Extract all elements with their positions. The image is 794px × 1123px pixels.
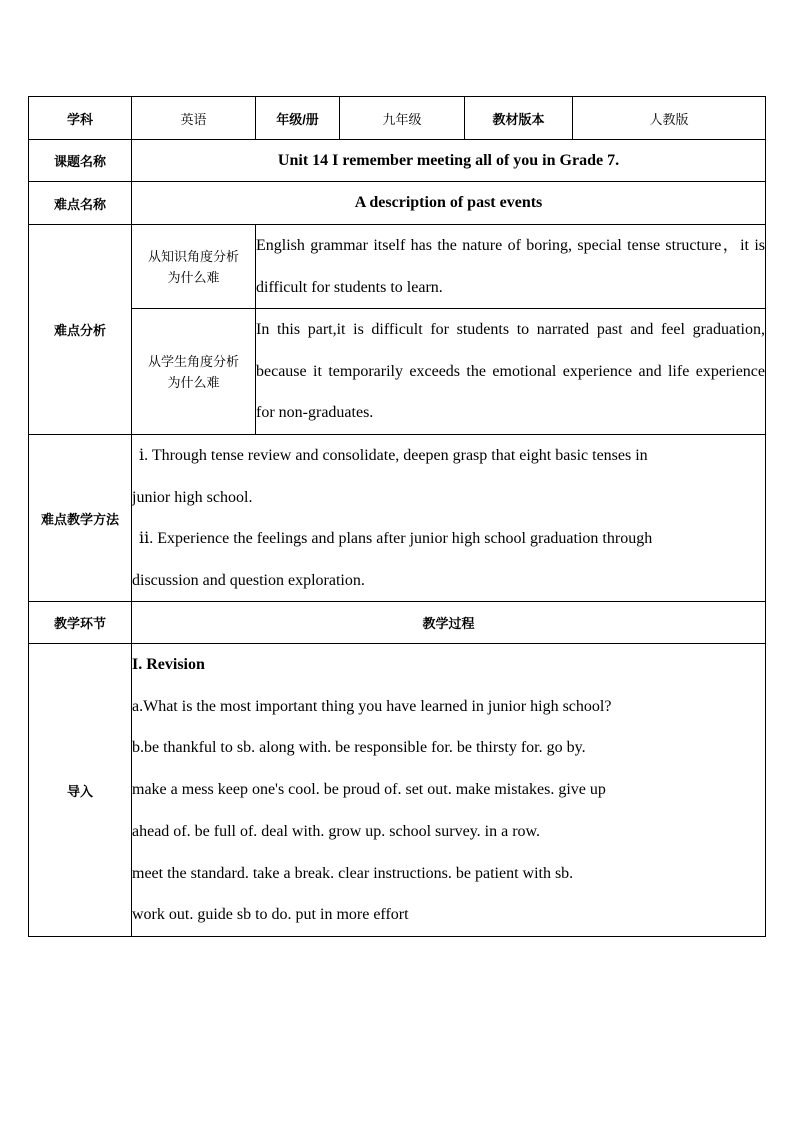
difficulty-value: A description of past events (132, 182, 766, 225)
knowledge-angle-text (256, 225, 766, 309)
method-content (132, 435, 766, 602)
header-row (29, 97, 766, 140)
method-item-1: ⅰ. Through tense review and consolidate, deepen grasp that eight basic tenses in (139, 447, 648, 464)
textbook-value: 人教版 (573, 97, 766, 140)
topic-row (29, 140, 766, 182)
knowledge-angle-label-line1: 从知识角度分析 (147, 248, 239, 264)
student-angle-text (256, 309, 766, 435)
intro-content (132, 644, 766, 937)
knowledge-angle-label-line2: 为什么难 (167, 269, 220, 285)
grade-value: 九年级 (340, 97, 465, 140)
method-item-2-cont: discussion and question exploration. (132, 571, 365, 589)
revision-line: meet the standard. take a break. clear instructions. be patient with sb. (132, 864, 574, 882)
stage-label: 教学环节 (29, 602, 132, 644)
revision-heading: I. Revision (132, 656, 205, 674)
subject-value: 英语 (132, 97, 256, 140)
analysis-student-row (29, 309, 766, 435)
process-label: 教学过程 (132, 602, 766, 644)
knowledge-angle-paragraph: English grammar itself has the nature of boring, special tense structure，it is difficult for students to learn. (256, 237, 765, 296)
difficulty-row (29, 182, 766, 225)
intro-row (29, 644, 766, 937)
analysis-knowledge-row (29, 225, 766, 309)
textbook-label: 教材版本 (465, 97, 573, 140)
topic-label: 课题名称 (29, 140, 132, 182)
student-angle-label-line1: 从学生角度分析 (147, 353, 239, 369)
revision-line: make a mess keep one's cool. be proud of. set out. make mistakes. give up (132, 781, 606, 799)
topic-value: Unit 14 I remember meeting all of you in Grade 7. (132, 140, 766, 182)
method-item-1-cont: junior high school. (132, 488, 253, 506)
student-angle-label-line2: 为什么难 (167, 374, 220, 390)
method-item-2: ⅱ. Experience the feelings and plans after junior high school graduation through (139, 530, 653, 547)
student-angle-paragraph: In this part,it is difficult for students to narrated past and feel graduation, because it temporarily exceeds the emotional experience and life experience for non-graduates. (256, 321, 765, 422)
analysis-label: 难点分析 (29, 225, 132, 435)
grade-label: 年级/册 (256, 97, 340, 140)
revision-line: b.be thankful to sb. along with. be responsible for. be thirsty for. go by. (132, 739, 586, 757)
subject-label: 学科 (29, 97, 132, 140)
process-header-row (29, 602, 766, 644)
student-angle-label (132, 309, 256, 435)
difficulty-label: 难点名称 (29, 182, 132, 225)
method-label: 难点教学方法 (29, 435, 132, 602)
revision-line: a.What is the most important thing you have learned in junior high school? (132, 697, 612, 715)
lesson-plan-table (28, 96, 766, 937)
knowledge-angle-label (132, 225, 256, 309)
revision-line: work out. guide sb to do. put in more effort (132, 906, 409, 924)
revision-line: ahead of. be full of. deal with. grow up. school survey. in a row. (132, 822, 541, 840)
method-row (29, 435, 766, 602)
intro-label: 导入 (29, 644, 132, 937)
